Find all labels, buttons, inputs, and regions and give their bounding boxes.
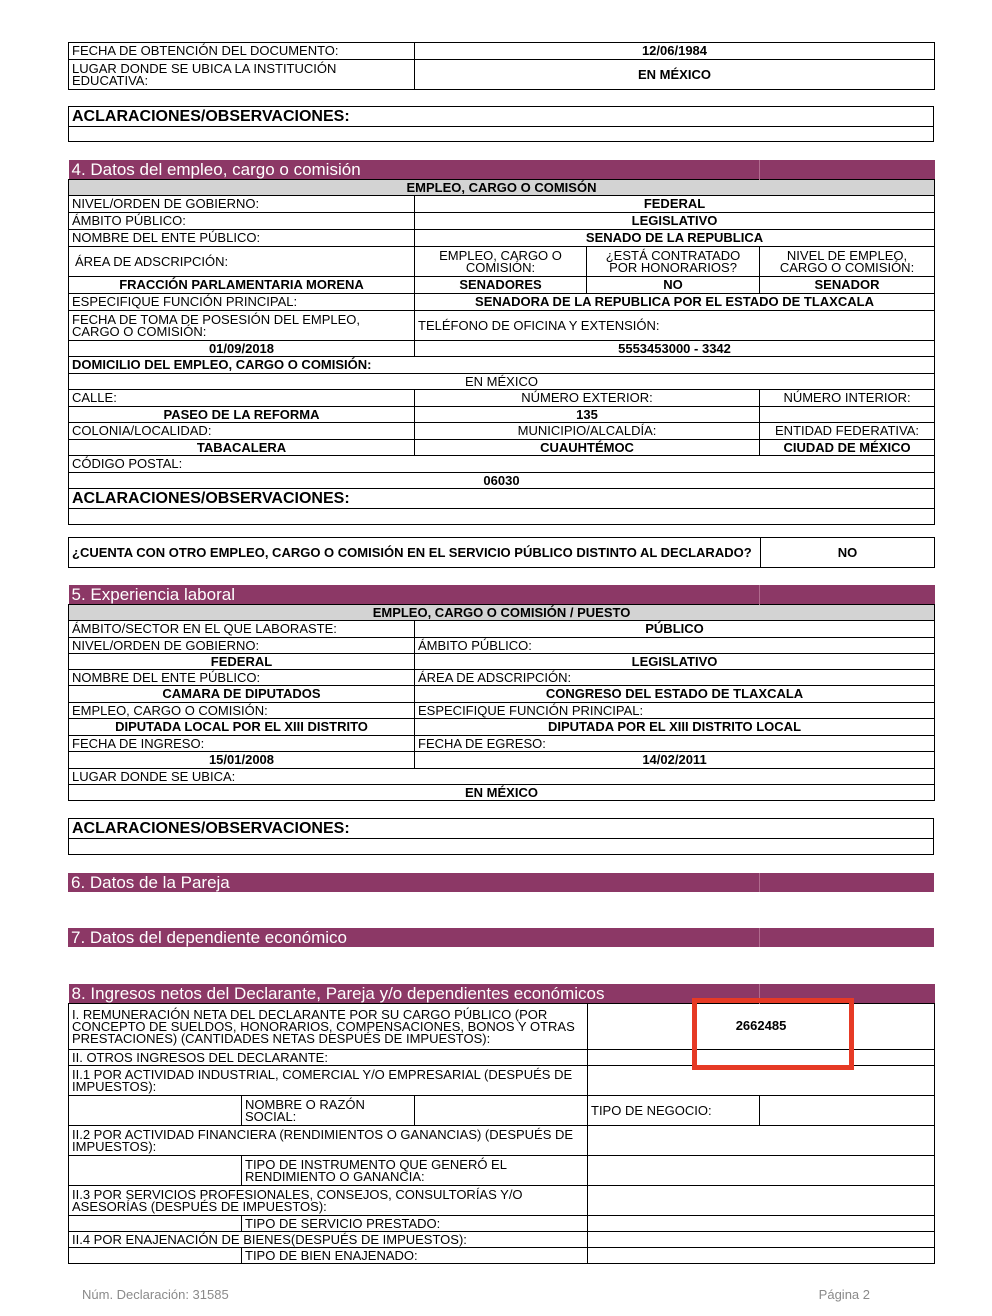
tipo-servicio-label: TIPO DE SERVICIO PRESTADO: [242, 1216, 588, 1232]
actividad-financiera-label: II.2 POR ACTIVIDAD FINANCIERA (RENDIMIENTOS O GANANCIAS) (DESPUÉS DE IMPUESTOS): [69, 1126, 588, 1156]
fecha-egreso-label: FECHA DE EGRESO: [415, 736, 935, 752]
section-5-title: 5. Experiencia laboral [69, 585, 760, 605]
ente-publico-value: SENADO DE LA REPUBLICA [415, 230, 935, 247]
exp-ambito-value: LEGISLATIVO [415, 654, 935, 670]
numero-exterior-label: NÚMERO EXTERIOR: [415, 390, 760, 407]
tipo-instrumento-label: TIPO DE INSTRUMENTO QUE GENERÓ EL RENDIMIENTO O GANANCIA: [242, 1156, 588, 1186]
colonia-label: COLONIA/LOCALIDAD: [69, 423, 415, 440]
entidad-value: CIUDAD DE MÉXICO [760, 440, 935, 456]
funcion-principal-value: SENADORA DE LA REPUBLICA POR EL ESTADO DE TLAXCALA [415, 294, 935, 311]
enajenacion-bienes-value [588, 1232, 935, 1248]
telefono-value: 5553453000 - 3342 [415, 341, 935, 357]
tipo-negocio-label: TIPO DE NEGOCIO: [588, 1096, 760, 1126]
exp-nivel-label: NIVEL/ORDEN DE GOBIERNO: [69, 638, 415, 654]
pais-value: EN MÉXICO [69, 374, 935, 390]
exp-funcion-value: DIPUTADA POR EL XIII DISTRITO LOCAL [415, 719, 935, 736]
exp-lugar-value: EN MÉXICO [69, 785, 935, 801]
exp-empleo-value: DIPUTADA LOCAL POR EL XIII DISTRITO [69, 719, 415, 736]
nivel-gobierno-value: FEDERAL [415, 196, 935, 213]
exp-ente-value: CAMARA DE DIPUTADOS [69, 686, 415, 703]
exp-area-label: ÁREA DE ADSCRIPCIÓN: [415, 670, 935, 686]
section-5-experiencia [68, 585, 934, 801]
lugar-institucion-label: LUGAR DONDE SE UBICA LA INSTITUCIÓN EDUCATIVA: [69, 60, 415, 90]
section-4-title: 4. Datos del empleo, cargo o comisión [69, 160, 760, 180]
fecha-egreso-value: 14/02/2011 [415, 752, 935, 769]
sector-label: ÁMBITO/SECTOR EN EL QUE LABORASTE: [69, 621, 415, 638]
honorarios-label: ¿ESTÁ CONTRATADO POR HONORARIOS? [587, 247, 760, 277]
aclaraciones-value [69, 509, 935, 525]
ente-publico-label: NOMBRE DEL ENTE PÚBLICO: [69, 230, 415, 247]
exp-funcion-label: ESPECIFIQUE FUNCIÓN PRINCIPAL: [415, 703, 935, 719]
actividad-industrial-value [588, 1066, 935, 1096]
actividad-industrial-label: II.1 POR ACTIVIDAD INDUSTRIAL, COMERCIAL Y/O EMPRESARIAL (DESPUÉS DE IMPUESTOS): [69, 1066, 588, 1096]
section-4-empleo [68, 160, 934, 525]
razon-social-value [415, 1096, 588, 1126]
aclaraciones-label: ACLARACIONES/OBSERVACIONES: [69, 819, 934, 839]
fecha-ingreso-value: 15/01/2008 [69, 752, 415, 769]
aclaraciones-value [69, 839, 934, 855]
fecha-ingreso-label: FECHA DE INGRESO: [69, 736, 415, 752]
telefono-label: TELÉFONO DE OFICINA Y EXTENSIÓN: [415, 311, 935, 341]
numero-interior-label: NÚMERO INTERIOR: [760, 390, 935, 407]
section-5-subheader: EMPLEO, CARGO O COMISIÓN / PUESTO [69, 605, 935, 621]
exp-ambito-label: ÁMBITO PÚBLICO: [415, 638, 935, 654]
section-6-title: 6. Datos de la Pareja [68, 873, 759, 892]
section-6-pareja [68, 873, 934, 892]
section-8-title: 8. Ingresos netos del Declarante, Pareja y/o dependientes económicos [69, 984, 760, 1004]
enajenacion-bienes-label: II.4 POR ENAJENACIÓN DE BIENES(DESPUÉS DE IMPUESTOS): [69, 1232, 588, 1248]
exp-empleo-label: EMPLEO, CARGO O COMISIÓN: [69, 703, 415, 719]
aclaraciones-block-1 [68, 106, 934, 142]
aclaraciones-block-3 [68, 818, 934, 855]
colonia-value: TABACALERA [69, 440, 415, 456]
ambito-publico-label: ÁMBITO PÚBLICO: [69, 213, 415, 230]
codigo-postal-value: 06030 [69, 473, 935, 489]
education-continuation [68, 42, 934, 90]
numero-exterior-value: 135 [415, 407, 760, 423]
razon-social-label: NOMBRE O RAZÓN SOCIAL: [242, 1096, 415, 1126]
declaracion-number: Núm. Declaración: 31585 [82, 1287, 229, 1302]
nivel-empleo-value: SENADOR [760, 277, 935, 294]
nivel-gobierno-label: NIVEL/ORDEN DE GOBIERNO: [69, 196, 415, 213]
section-7-title: 7. Datos del dependiente económico [68, 928, 759, 947]
calle-label: CALLE: [69, 390, 415, 407]
exp-nivel-value: FEDERAL [69, 654, 415, 670]
servicios-profesionales-label: II.3 POR SERVICIOS PROFESIONALES, CONSEJOS, CONSULTORÍAS Y/O ASESORÍAS (DESPUÉS DE IMPUESTOS): [69, 1186, 588, 1216]
section-7-dependiente [68, 928, 934, 947]
empleo-cargo-label: EMPLEO, CARGO O COMISIÓN: [415, 247, 587, 277]
entidad-label: ENTIDAD FEDERATIVA: [760, 423, 935, 440]
toma-posesion-label: FECHA DE TOMA DE POSESIÓN DEL EMPLEO, CARGO O COMISIÓN: [69, 311, 415, 341]
servicios-profesionales-value [588, 1186, 935, 1216]
nivel-empleo-label: NIVEL DE EMPLEO, CARGO O COMISIÓN: [760, 247, 935, 277]
otro-empleo-answer: NO [761, 538, 935, 568]
exp-area-value: CONGRESO DEL ESTADO DE TLAXCALA [415, 686, 935, 703]
aclaraciones-label: ACLARACIONES/OBSERVACIONES: [69, 489, 935, 509]
tipo-negocio-value [760, 1096, 935, 1126]
honorarios-value: NO [587, 277, 760, 294]
domicilio-label: DOMICILIO DEL EMPLEO, CARGO O COMISIÓN: [69, 357, 935, 374]
aclaraciones-value [69, 127, 934, 142]
fecha-obtencion-value: 12/06/1984 [415, 43, 935, 60]
tipo-servicio-value [588, 1216, 935, 1232]
lugar-institucion-value: EN MÉXICO [415, 60, 935, 90]
tipo-bien-label: TIPO DE BIEN ENAJENADO: [242, 1248, 588, 1264]
otro-empleo-question: ¿CUENTA CON OTRO EMPLEO, CARGO O COMISIÓN EN EL SERVICIO PÚBLICO DISTINTO AL DECLARADO? [69, 538, 761, 568]
remuneracion-value: 2662485 [588, 1004, 935, 1050]
otro-empleo-block [68, 537, 934, 568]
ambito-publico-value: LEGISLATIVO [415, 213, 935, 230]
actividad-financiera-value [588, 1126, 935, 1156]
area-adscripcion-label: ÁREA DE ADSCRIPCIÓN: [69, 247, 415, 277]
municipio-label: MUNICIPIO/ALCALDÍA: [415, 423, 760, 440]
remuneracion-label: I. REMUNERACIÓN NETA DEL DECLARANTE POR SU CARGO PÚBLICO (POR CONCEPTO DE SUELDOS, HONORARIOS, COMPENSACIONES, BONOS Y OTRAS PRESTACIONES) (CANTIDADES NETAS DESPUÉS DE IMPUESTOS): [69, 1004, 588, 1050]
aclaraciones-label: ACLARACIONES/OBSERVACIONES: [69, 107, 934, 127]
toma-posesion-value: 01/09/2018 [69, 341, 415, 357]
area-adscripcion-value: FRACCIÓN PARLAMENTARIA MORENA [69, 277, 415, 294]
tipo-bien-value [588, 1248, 935, 1264]
empleo-cargo-value: SENADORES [415, 277, 587, 294]
sector-value: PÚBLICO [415, 621, 935, 638]
otros-ingresos-label: II. OTROS INGRESOS DEL DECLARANTE: [69, 1050, 588, 1066]
codigo-postal-label: CÓDIGO POSTAL: [69, 456, 935, 473]
exp-ente-label: NOMBRE DEL ENTE PÚBLICO: [69, 670, 415, 686]
page-number: Página 2 [818, 1287, 870, 1302]
funcion-principal-label: ESPECIFIQUE FUNCIÓN PRINCIPAL: [69, 294, 415, 311]
highlight-box [692, 998, 854, 1070]
calle-value: PASEO DE LA REFORMA [69, 407, 415, 423]
exp-lugar-label: LUGAR DONDE SE UBICA: [69, 769, 935, 785]
municipio-value: CUAUHTÉMOC [415, 440, 760, 456]
tipo-instrumento-value [588, 1156, 935, 1186]
section-4-subheader: EMPLEO, CARGO O COMISÓN [69, 180, 935, 196]
fecha-obtencion-label: FECHA DE OBTENCIÓN DEL DOCUMENTO: [69, 43, 415, 60]
numero-interior-value [760, 407, 935, 423]
